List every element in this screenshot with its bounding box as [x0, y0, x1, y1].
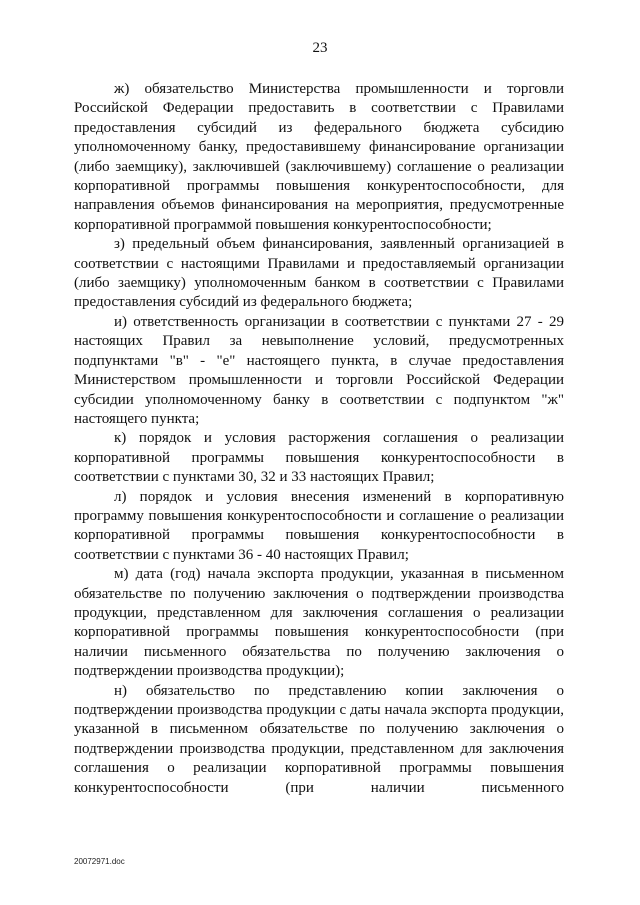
document-file-code: 20072971.doc: [74, 857, 125, 866]
document-body: [74, 80, 564, 798]
paragraph-i: и) ответственность организации в соответствии с пунктами 27 - 29 настоящих Правил за невыполнение условий, предусмотренных подпунктами "в" - "е" настоящего пункта, в случае предоставления Министерством промышленности и торговли Российской Федерации субсидии уполномоченному банку в соответствии с подпунктом "ж" настоящего пункта;: [74, 313, 564, 427]
paragraph-n: н) обязательство по представлению копии заключения о подтверждении производства продукции с даты начала экспорта продукции, указанной в письменном обязательстве по получению заключения о подтверждении производства продукции, представленном для заключения соглашения о реализации корпоративной программы повышения конкурентоспособности (при наличии письменного: [74, 682, 564, 796]
paragraph-l: л) порядок и условия внесения изменений в корпоративную программу повышения конкурентоспособности и соглашение о реализации корпоративной программы повышения конкурентоспособности в соответствии с пунктами 36 - 40 настоящих Правил;: [74, 488, 564, 563]
paragraph-z: з) предельный объем финансирования, заявленный организацией в соответствии с настоящими Правилами и предоставляемый организации (либо заемщику) уполномоченным банком в соответствии с Правилами предоставления субсидий из федерального бюджета;: [74, 236, 564, 311]
paragraph-m: м) дата (год) начала экспорта продукции, указанная в письменном обязательстве по получению заключения о подтверждении производства продукции, представленном для заключения соглашения о реализации корпоративной программы повышения конкурентоспособности (при наличии письменного обязательства по получению заключения о подтверждении производства продукции);: [74, 566, 564, 680]
paragraph-zh: ж) обязательство Министерства промышленности и торговли Российской Федерации предоставить в соответствии с Правилами предоставления субсидий из федерального бюджета субсидию уполномоченному банку, предоставившему финансирование организации (либо заемщику), заключившей (заключившему) соглашение о реализации корпоративной программы повышения конкурентоспособности, для направления объемов финансирования на мероприятия, предусмотренные корпоративной программой повышения конкурентоспособности;: [74, 81, 564, 233]
paragraph-k: к) порядок и условия расторжения соглашения о реализации корпоративной программы повышения конкурентоспособности в соответствии с пунктами 30, 32 и 33 настоящих Правил;: [74, 430, 564, 486]
page-number: 23: [312, 40, 328, 56]
